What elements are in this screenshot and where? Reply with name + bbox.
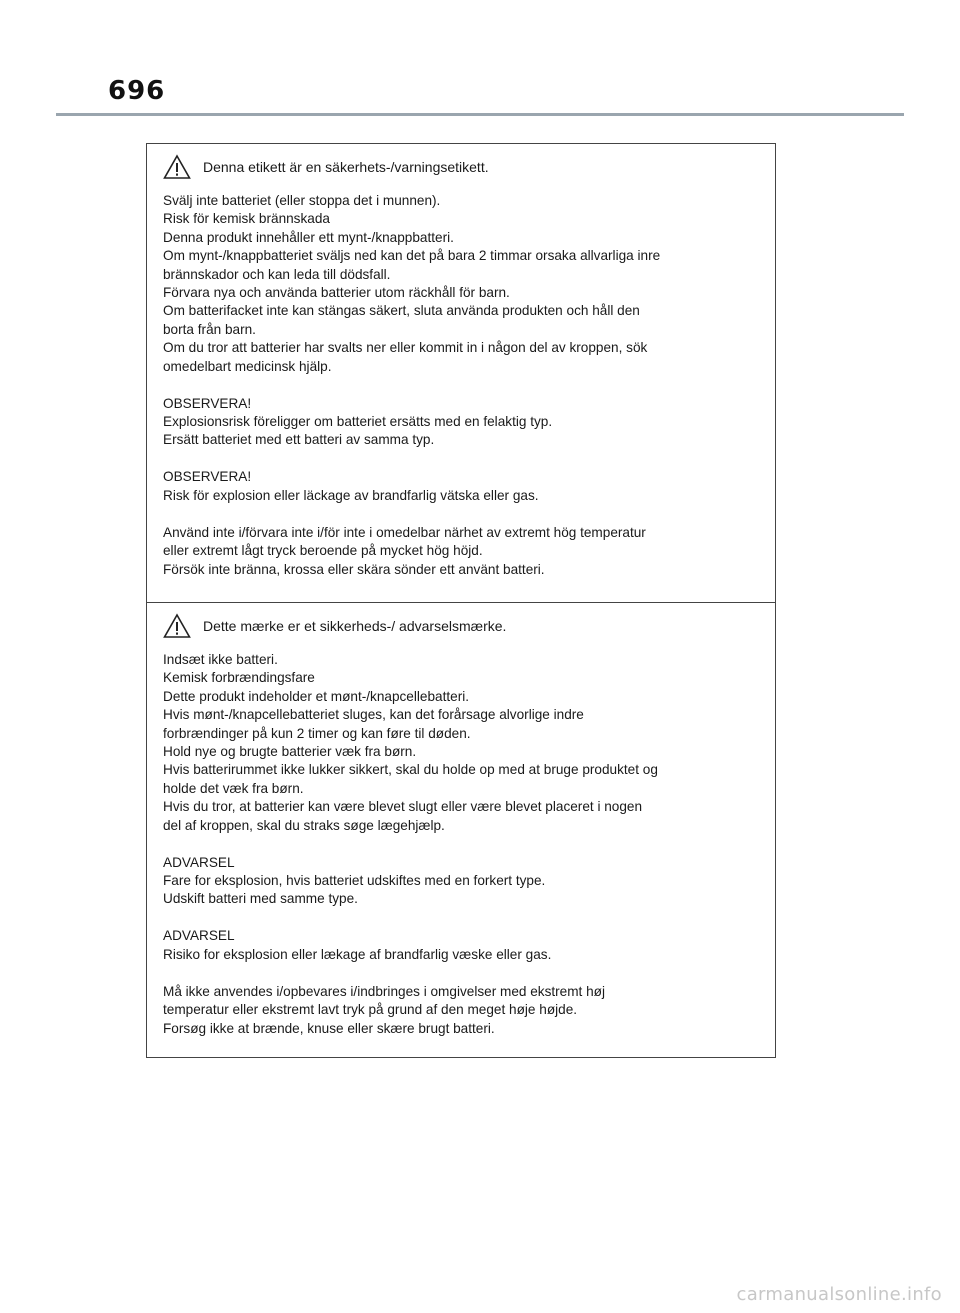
paragraph-gap [163,964,761,983]
text-line: del af kroppen, skal du straks søge lægehjælp. [163,817,445,833]
paragraph-gap [163,505,761,524]
text-line: Hvis du tror, at batterier kan være blevet slugt eller være blevet placeret i nogen [163,799,643,815]
text-line: borta från barn. [163,321,256,337]
text-line: Förvara nya och använda batterier utom räckhåll för barn. [163,285,510,301]
text-line: Kemisk forbrændingsfare [163,670,315,686]
text-line: omedelbart medicinsk hjälp. [163,358,332,374]
text-line: temperatur eller ekstremt lavt tryk på grund af den meget høje højde. [163,1002,578,1018]
text-line: Om batterifacket inte kan stängas säkert, sluta använda produkten och håll den [163,303,640,319]
text-line: Ersätt batteriet med ett batteri av samma typ. [163,432,435,448]
text-line: Svälj inte batteriet (eller stoppa det i munnen). [163,193,441,208]
danish-text-lines [163,651,761,1038]
text-line: Forsøg ikke at brænde, knuse eller skære brugt batteri. [163,1020,495,1036]
danish-notice [163,611,761,641]
text-line: Risk för explosion eller läckage av brandfarlig vätska eller gas. [163,487,539,503]
text-line: forbrændinger på kun 2 timer og kan føre til døden. [163,725,471,741]
text-line: OBSERVERA! [163,395,252,411]
text-line: Om du tror att batterier har svalts ner eller kommit in i någon del av kroppen, sök [163,340,648,356]
swedish-text-lines [163,192,761,579]
swedish-warning-label [146,143,776,603]
text-line: Försök inte bränna, krossa eller skära sönder ett använt batteri. [163,561,545,577]
text-line: Dette produkt indeholder et mønt-/knapcellebatteri. [163,688,470,704]
text-line: Använd inte i/förvara inte i/för inte i omedelbar närhet av extremt hög temperatur [163,524,646,540]
paragraph-gap [163,376,761,395]
text-line: brännskador och kan leda till dödsfall. [163,266,391,282]
swedish-notice [163,152,761,182]
warning-triangle-icon [163,154,191,180]
text-line: Indsæt ikke batteri. [163,652,278,667]
text-line: Udskift batteri med samme type. [163,891,358,907]
paragraph-gap [163,835,761,854]
paragraph-gap [163,909,761,928]
text-line: Hold nye og brugte batterier væk fra børn. [163,744,417,760]
text-line: ADVARSEL [163,928,235,944]
text-line: Må ikke anvendes i/opbevares i/indbringes i omgivelser med ekstremt høj [163,983,605,999]
danish-notice-text: Dette mærke er et sikkerheds-/ advarselsmærke. [203,618,507,634]
text-line: Hvis mønt-/knapcellebatteriet sluges, kan det forårsage alvorlige indre [163,707,584,723]
text-line: Hvis batterirummet ikke lukker sikkert, skal du holde op med at bruge produktet og [163,762,658,778]
text-line: Denna produkt innehåller ett mynt-/knappbatteri. [163,229,454,245]
text-line: Risiko for eksplosion eller lækage af brandfarlig væske eller gas. [163,946,552,962]
swedish-notice-text: Denna etikett är en säkerhets-/varningsetikett. [203,159,489,175]
text-line: holde det væk fra børn. [163,780,304,796]
text-line: OBSERVERA! [163,469,252,485]
text-line: Explosionsrisk föreligger om batteriet ersätts med en felaktig typ. [163,414,553,430]
page-number: 696 [108,76,166,106]
text-line: ADVARSEL [163,854,235,870]
header-rule [56,113,904,116]
watermark: carmanualsonline.info [736,1284,942,1305]
text-line: Fare for eksplosion, hvis batteriet udskiftes med en forkert type. [163,873,546,889]
text-line: Risk för kemisk brännskada [163,211,330,227]
danish-warning-label [146,602,776,1058]
text-line: eller extremt lågt tryck beroende på mycket hög höjd. [163,543,483,559]
warning-triangle-icon [163,613,191,639]
paragraph-gap [163,450,761,469]
text-line: Om mynt-/knappbatteriet sväljs ned kan det på bara 2 timmar orsaka allvarliga inre [163,248,661,264]
